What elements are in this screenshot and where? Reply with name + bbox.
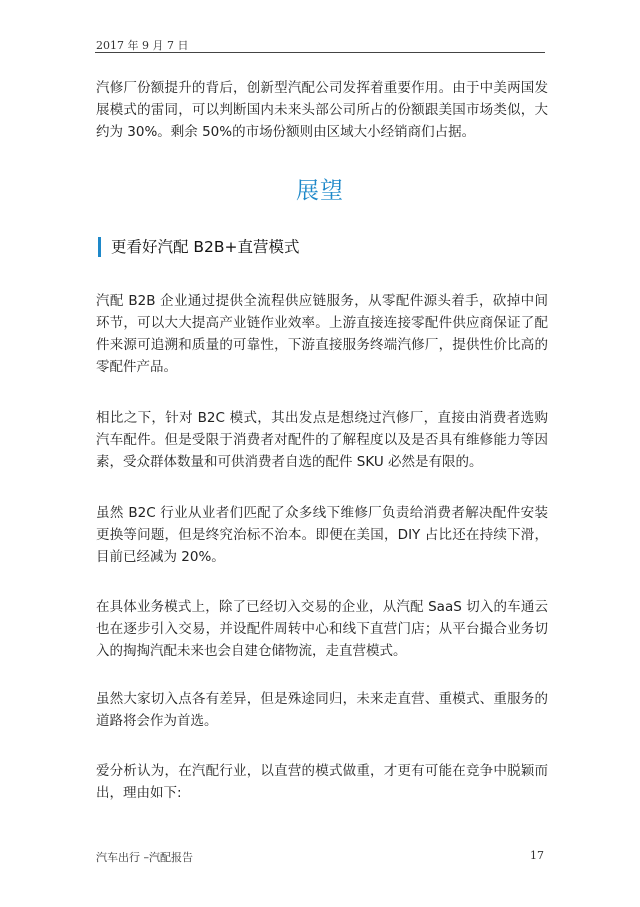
paragraph-conclusion: 爱分析认为，在汽配行业，以直营的模式做重，才更有可能在竞争中脱颖而出，理由如下:	[96, 763, 548, 801]
paragraph-business-model: 在具体业务模式上，除了已经切入交易的企业，从汽配 SaaS 切入的车通云也在逐步引入交易，并设配件周转中心和线下直营门店；从平台撮合业务切入的掏掏汽配未来也会自建仓储物流，走直营模式。	[96, 599, 548, 659]
header-date: 2017 年 9 月 7 日	[96, 39, 189, 52]
header-divider	[95, 52, 545, 53]
intro-paragraph: 汽修厂份额提升的背后，创新型汽配公司发挥着重要作用。由于中美两国发展模式的雷同，可以判断国内未来头部公司所占的份额跟美国市场类似，大约为 30%。剩余 50%的市场份额则由区域大小经销商们占据。	[96, 80, 548, 140]
footer-report-title: 汽车出行 –汽配报告	[96, 851, 193, 864]
paragraph-diy: 虽然 B2C 行业从业者们匹配了众多线下维修厂负责给消费者解决配件安装更换等问题，但是终究治标不治本。即便在美国，DIY 占比还在持续下滑，目前已经减为 20%。	[96, 505, 548, 565]
paragraph-b2b: 汽配 B2B 企业通过提供全流程供应链服务，从零配件源头着手，砍掉中间环节，可以大大提高产业链作业效率。上游直接连接零配件供应商保证了配件来源可追溯和质量的可靠性，下游直接服务终端汽修厂，提供性价比高的零配件产品。	[96, 293, 548, 375]
subheading: 更看好汽配 B2B+直营模式	[98, 237, 300, 257]
section-heading: 展望	[296, 178, 344, 204]
paragraph-b2c: 相比之下，针对 B2C 模式，其出发点是想绕过汽修厂，直接由消费者选购汽车配件。但是受限于消费者对配件的了解程度以及是否具有维修能力等因素，受众群体数量和可供消费者自选的配件 SKU 必然是有限的。	[96, 410, 548, 470]
footer-page-number: 17	[530, 849, 544, 862]
paragraph-direct-operation: 虽然大家切入点各有差异，但是殊途同归，未来走直营、重模式、重服务的道路将会作为首选。	[96, 691, 548, 729]
